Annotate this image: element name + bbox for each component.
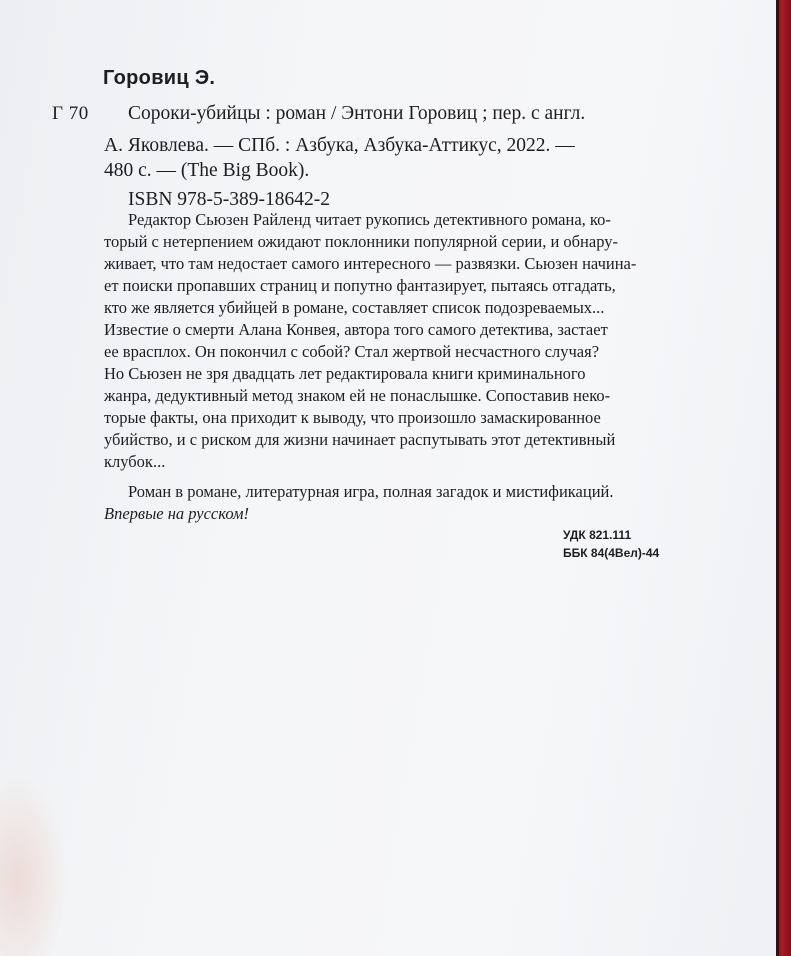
first-time-note: Впервые на русском! bbox=[104, 504, 249, 523]
call-code: Г 70 bbox=[52, 103, 89, 124]
annotation-line-5: кто же является убийцей в романе, составляет список подозреваемых... bbox=[104, 298, 605, 317]
annotation-line-2: торый с нетерпением ожидают поклонники популярной серии, и обнару- bbox=[104, 232, 618, 251]
annotation-line-4: ет поиски пропавших страниц и попутно фантазирует, пытаясь отгадать, bbox=[104, 276, 616, 295]
annotation-line-6: Известие о смерти Алана Конвея, автора того самого детектива, застает bbox=[104, 320, 608, 339]
bib-line-1: Сороки-убийцы : роман / Энтони Горовиц ; пер. с англ. bbox=[128, 103, 586, 124]
isbn: ISBN 978-5-389-18642-2 bbox=[128, 189, 331, 210]
annotation-line-3: живает, что там недостает самого интересного — развязки. Сьюзен начина- bbox=[104, 254, 637, 273]
book-cover-edge bbox=[776, 0, 791, 956]
annotation-line-1: Редактор Сьюзен Райленд читает рукопись детективного романа, ко- bbox=[128, 210, 611, 229]
tagline: Роман в романе, литературная игра, полная загадок и мистификаций. bbox=[128, 482, 614, 501]
bib-line-2: А. Яковлева. — СПб. : Азбука, Азбука-Аттикус, 2022. — bbox=[104, 135, 575, 156]
annotation-line-12: клубок... bbox=[104, 452, 166, 471]
bib-line-3: 480 с. — (The Big Book). bbox=[104, 160, 310, 181]
author-heading: Горовиц Э. bbox=[103, 67, 216, 89]
udk-code: УДК 821.111 bbox=[563, 528, 632, 542]
annotation-line-10: торые факты, она приходит к выводу, что произошло замаскированное bbox=[104, 408, 601, 427]
annotation-line-8: Но Сьюзен не зря двадцать лет редактировала книги криминального bbox=[104, 364, 586, 383]
annotation-line-11: убийство, и с риском для жизни начинает распутывать этот детективный bbox=[104, 430, 616, 449]
annotation-line-9: жанра, дедуктивный метод знаком ей не понаслышке. Сопоставив неко- bbox=[104, 386, 611, 405]
bbk-code: ББК 84(4Вел)-44 bbox=[563, 546, 660, 560]
annotation-line-7: ее врасплох. Он покончил с собой? Стал жертвой несчастного случая? bbox=[104, 342, 600, 361]
